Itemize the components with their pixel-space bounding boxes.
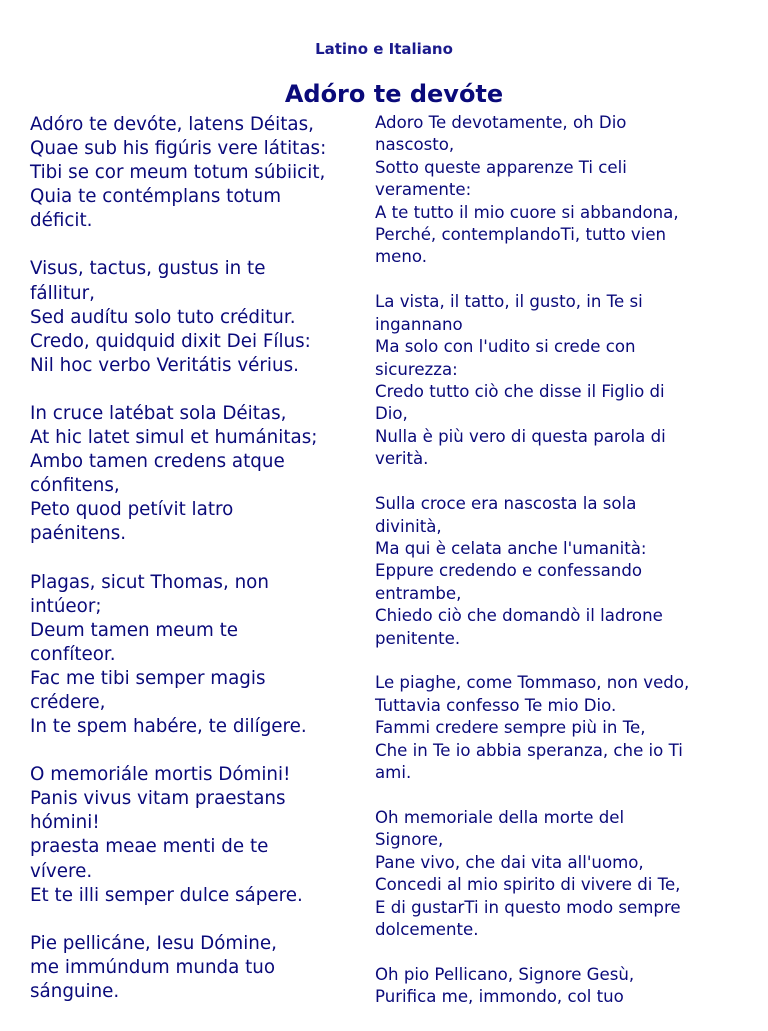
- italian-verse-line: Sulla croce era nascosta la sola: [375, 494, 637, 514]
- latin-stanza: [30, 402, 365, 547]
- latin-stanza: [30, 257, 365, 377]
- italian-verse-line: Credo tutto ciò che disse il Figlio di: [375, 381, 665, 401]
- latin-verse-line: Nil hoc verbo Veritátis vérius.: [30, 354, 299, 376]
- italian-verse-line: E di gustarTi in questo modo sempre: [375, 897, 681, 917]
- hymn-title: Adóro te devóte: [284, 80, 504, 108]
- latin-verse-line: Panis vivus vitam praestans: [30, 788, 286, 810]
- italian-verse-line: Chiedo ciò che domandò il ladrone: [375, 606, 663, 626]
- latin-verse-line: Peto quod petívit latro: [30, 499, 234, 521]
- latin-verse-line: vívere.: [30, 860, 93, 882]
- italian-verse-line: Perché, contemplandoTi, tutto vien: [375, 225, 667, 245]
- latin-stanza: [30, 571, 365, 740]
- italian-verse-line: Oh memoriale della morte del: [375, 807, 625, 827]
- latin-verse-line: hómini!: [30, 812, 100, 834]
- latin-verse-line: Sed audítu solo tuto créditur.: [30, 306, 296, 328]
- latin-verse-line: In te spem habére, te dilígere.: [30, 716, 307, 738]
- italian-verse-line: dolcemente.: [375, 920, 479, 939]
- italian-verse-line: Tuttavia confesso Te mio Dio.: [375, 695, 617, 715]
- latin-verse-line: Visus, tactus, gustus in te: [30, 258, 266, 280]
- italian-verse-line: A te tutto il mio cuore si abbandona,: [375, 202, 679, 222]
- italian-verse-line: Adoro Te devotamente, oh Dio: [375, 113, 627, 132]
- italian-verse-line: Ma qui è celata anche l'umanità:: [375, 538, 647, 558]
- italian-verse-line: Sotto queste apparenze Ti celi: [375, 157, 627, 177]
- page-header: Latino e Italiano: [315, 40, 453, 58]
- italian-verse-line: Ma solo con l'udito si crede con: [375, 337, 636, 357]
- latin-verse-line: In cruce latébat sola Déitas,: [30, 402, 287, 424]
- italian-verse-line: Eppure credendo e confessando: [375, 561, 643, 581]
- italian-stanza: [375, 672, 750, 784]
- latin-column: [30, 113, 365, 1028]
- latin-verse-line: O memoriále mortis Dómini!: [30, 764, 291, 786]
- italian-verse-line: ingannano: [375, 314, 463, 334]
- italian-verse-line: Dio,: [375, 404, 408, 424]
- latin-verse-line: Quia te contémplans totum: [30, 186, 282, 208]
- latin-verse-line: Tibi se cor meum totum súbiicit,: [30, 162, 326, 184]
- latin-verse-line: praesta meae menti de te: [30, 836, 269, 858]
- italian-verse-line: Oh pio Pellicano, Signore Gesù,: [375, 964, 635, 984]
- latin-verse-line: sánguine.: [30, 980, 120, 1002]
- italian-verse-line: Signore,: [375, 830, 444, 850]
- italian-verse-line: nascosto,: [375, 135, 455, 155]
- italian-verse-line: Le piaghe, come Tommaso, non vedo,: [375, 673, 690, 693]
- latin-verse-line: cónfitens,: [30, 475, 120, 497]
- latin-verse-line: Adóro te devóte, latens Déitas,: [30, 114, 314, 135]
- italian-verse-line: Concedi al mio spirito di vivere di Te,: [375, 875, 681, 895]
- latin-verse-line: fállitur,: [30, 282, 95, 304]
- latin-verse-line: confíteor.: [30, 643, 116, 665]
- italian-stanza: [375, 291, 750, 470]
- italian-verse-line: La vista, il tatto, il gusto, in Te si: [375, 292, 643, 312]
- latin-verse-line: Credo, quidquid dixit Dei Fílus:: [30, 330, 311, 352]
- latin-verse-line: Fac me tibi semper magis: [30, 667, 266, 689]
- italian-verse-line: veramente:: [375, 180, 472, 200]
- latin-stanza: [30, 932, 365, 1004]
- italian-verse-line: Che in Te io abbia speranza, che io Ti: [375, 740, 683, 760]
- latin-verse-line: Et te illi semper dulce sápere.: [30, 884, 303, 906]
- italian-verse-line: ami.: [375, 763, 412, 783]
- latin-verse-line: Deum tamen meum te: [30, 619, 239, 641]
- italian-verse-line: Fammi credere sempre più in Te,: [375, 718, 646, 738]
- latin-verse-line: crédere,: [30, 691, 106, 713]
- italian-stanza: [375, 964, 750, 1009]
- latin-verse-line: intúeor;: [30, 595, 102, 617]
- italian-stanza: [375, 112, 750, 269]
- italian-verse-line: meno.: [375, 247, 428, 267]
- latin-verse-line: paénitens.: [30, 523, 127, 545]
- latin-verse-line: Quae sub his figúris vere látitas:: [30, 138, 327, 160]
- italian-verse-line: Purifica me, immondo, col tuo: [375, 987, 624, 1007]
- italian-column: [375, 112, 750, 1031]
- latin-stanza: [30, 113, 365, 233]
- italian-verse-line: Pane vivo, che dai vita all'uomo,: [375, 852, 644, 872]
- italian-stanza: [375, 493, 750, 650]
- italian-verse-line: divinità,: [375, 516, 442, 536]
- latin-verse-line: Pie pellicáne, Iesu Dómine,: [30, 932, 277, 954]
- latin-verse-line: déficit.: [30, 210, 93, 232]
- latin-verse-line: Plagas, sicut Thomas, non: [30, 571, 269, 593]
- latin-verse-line: me immúndum munda tuo: [30, 956, 276, 978]
- italian-stanza: [375, 807, 750, 941]
- latin-stanza: [30, 763, 365, 908]
- italian-verse-line: Nulla è più vero di questa parola di: [375, 426, 666, 446]
- latin-verse-line: At hic latet simul et humánitas;: [30, 427, 318, 449]
- italian-verse-line: entrambe,: [375, 583, 462, 603]
- latin-verse-line: Ambo tamen credens atque: [30, 451, 285, 473]
- italian-verse-line: verità.: [375, 449, 429, 469]
- italian-verse-line: sicurezza:: [375, 359, 458, 379]
- italian-verse-line: penitente.: [375, 628, 461, 648]
